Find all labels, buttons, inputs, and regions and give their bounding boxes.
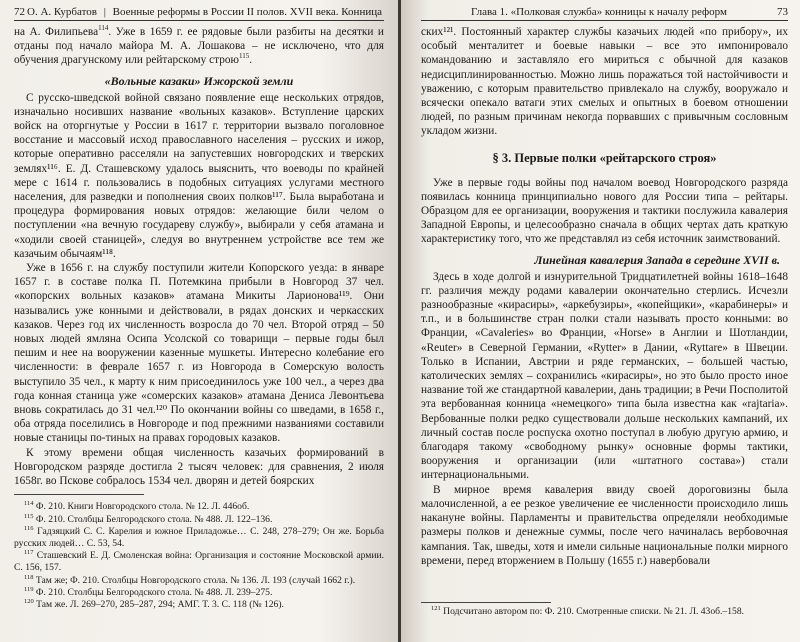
running-head-author: О. А. Курбатов [27,6,97,18]
section-heading-volnye-kazaki: «Вольные казаки» Ижорской земли [104,73,294,88]
section-heading-reitar-regiments: § 3. Первые полки «рейтарского строя» [492,150,717,165]
paragraph: Уже в 1656 г. на службу поступили жители Копорского уезда: в январе 1657 г. в составе полка П. Потемкина прибыли в Новгород 37 чел. «копорских вольных казаков» атамана Микиты Ларионова¹¹⁹. Они назывались уже конными и действовали, в рядах донских и черкасских казаков. Через год их численность возросла до 70 чел. Второй отряд – 50 новых людей ямляна Осипа Усолской со товарищи – первые годы был пешим и нее на вооружении казенные мушкеты. Интересно колебание его численности: в феврале 1657 г. из Новгорода в Сомерскую волость выступило 35 чел., к марту к ним присоединилось уже 100 чел., а через два года конная станица уже «сомерских казаков» атамана Дениса Левонтьева вновь сократилась до 31 чел.¹²⁰ По окончании войны со шведами, в 1658 г., оба отряда поселились в Новгороде и под прежними названиями составили новые станицы по-тиных на правах городовых казаков. [14,262,384,445]
right-page-number: 73 [777,6,788,18]
right-page [401,0,800,642]
subsection-heading-linear-cavalry: Линейная кавалерия Запада в середине XVII в. [534,252,780,267]
paragraph: В мирное время кавалерия ввиду своей дороговизны была малочисленной, а ее резкое увеличение ее численности происходило лишь накануне войны. Парламенты и правительства определяли необходимые размеры полков и денежные суммы, после чего начиналась вербовочная кампания. Так, шведы, хотя и имели сильные национальные полки мирного времени, перед вторжением в Польшу (1655 г.) навербовали [421,483,788,567]
paragraph: Здесь в ходе долгой и изнурительной Тридцатилетней войны 1618–1648 гг. различия между родами кавалерии окончательно стерлись. Исчезли разнообразные «кирасиры», «аркебузиры», «копейщики», «карабинеры» и т.п., и в большинстве стран полки стали называть просто конными: во Франции, «Cavaleries» во Франции, «Horse» в Англии и Шотландии, «Reuter» в Северной Германии, «Rytter» в Дании, «Ryttare» в Швеции. Только в Испании, Австрии и ряде германских, – большей частью, католических землях – сохранились «кирасиры», но это было просто иное название той же стандартной кавалерии, дань традиции; в Речи Посполитой эта вербованная конница «немецкого» типа была известна как «rajtaria». Вербованные полки редко существовали дольше нескольких кампаний, их личный состав после роспуска охотно поступал в любую другую армию, и благодаря такому «свободному рынку» основные формы тактики, вооружения и организации (или «штатного состава») стали интернациональными. [421,270,788,482]
left-page [0,0,398,642]
running-head-book-title: Военные реформы в России II полов. XVII века. Конница [112,6,382,18]
right-running-head [421,6,788,21]
paragraph: С русско-шведской войной связано появление еще нескольких отрядов, изначально носивших название «вольных казаков». Вступление царских войск на оторгнутые у России в 1617 г. территории вызвало поголовное восстание и массовый исход православного населения – русских и ижор, которые оперативно расселяли на запустевших новгородских и тверских землях¹¹⁶. Е. Д. Сташевскому удалось выяснить, что воеводы по крайней мере с 1614 г. пользовались в подобных ситуациях услугами местного населения, для разведки и пополнения своих полков¹¹⁷. Была выработана и процедура формирования новых отрядов: желающие били челом о поступлении «на вечную государеву службу», выбирали у себя атамана и «ходили своей станицей», следуя во внутреннем устройстве все тем же казачьим обычаям¹¹⁸. [14,91,384,260]
footnote: $^{116}$ Гадзяцкий С. С. Карелия и южное Приладожье… С. 248, 278–279; Он же. Борьба русских людей… С. 53, 54. [14,524,384,549]
footnote: $^{119}$ Ф. 210. Столбцы Белгородского стола. № 488. Л. 239–275. [24,585,273,598]
footnote: $^{118}$ Там же; Ф. 210. Столбцы Новгородского стола. № 136. Л. 193 (случай 1662 г.). [24,573,356,586]
footnote: $^{120}$ Там же. Л. 269–270, 285–287, 294; АМГ. Т. 3. С. 118 (№ 126). [24,597,284,610]
running-head-chapter: Глава 1. «Полковая служба» конницы к началу реформ [471,6,727,18]
footnote: $^{115}$ Ф. 210. Столбцы Белгородского стола. № 488. Л. 122–136. [24,512,273,525]
right-intro-paragraph: ских¹²¹. Постоянный характер службы казачьих людей «по прибору», их особый менталитет и боевые навыки – все это импонировало командованию и заставляло его мириться с обычной для казаков недисциплинированностью. Можно лишь поражаться той настойчивости и уважению, с которым правительство привлекало на службу, вооружало и всячески опекало ватаги этих смелых и опытных в боевом отношении людей, по разным причинам некогда порвавших с привычным сословным укладом жизни. [421,26,788,138]
paragraph: Уже в первые годы войны под началом воевод Новгородского разряда появилась конница принципиально нового для России типа – рейтары. Образцом для ее организации, вооружения и тактики послужила кавалерия Западной Европы, и целесообразно сначала в общих чертах дать краткую характеристику того, что же представлял из себя источник заимствований. [421,176,788,246]
footnote-rule [421,602,551,603]
right-body-text [421,25,788,568]
left-running-head: 72 О. А. Курбатов | Военные реформы в России II полов. XVII века. Конница [14,6,384,21]
right-footnotes [421,602,788,618]
footnote-rule [14,494,144,497]
paragraph: К этому времени общая численность казачьих формирований в Новгородском разряде достигла 2 тысяч человек: для сравнения, 2 июля 1658г. во Пскове собралось 1534 чел. дворян и детей боярских [14,446,384,488]
footnote: $^{117}$ Сташевский Е. Д. Смоленская война: Организация и состояние Московской армии. С. 156, 157. [14,548,384,574]
left-page-number: 72 [14,6,25,18]
footnote: $^{121}$ Подсчитано автором по: Ф. 210. Смотренные списки. № 21. Л. 43об.–158. [431,604,745,617]
left-body-text [14,25,384,488]
footnote: $^{114}$ Ф. 210. Книги Новгородского стола. № 12. Л. 446об. [24,500,250,513]
left-intro-paragraph: на А. Филипьева$^{114}$. Уже в 1659 г. ее рядовые были разбиты на десятки и отданы под начало майора М. А. Лошакова – не исключено, что для обучения драгунскому или рейтарскому строю$^{115}$. [14,24,384,67]
left-footnotes [14,501,384,611]
